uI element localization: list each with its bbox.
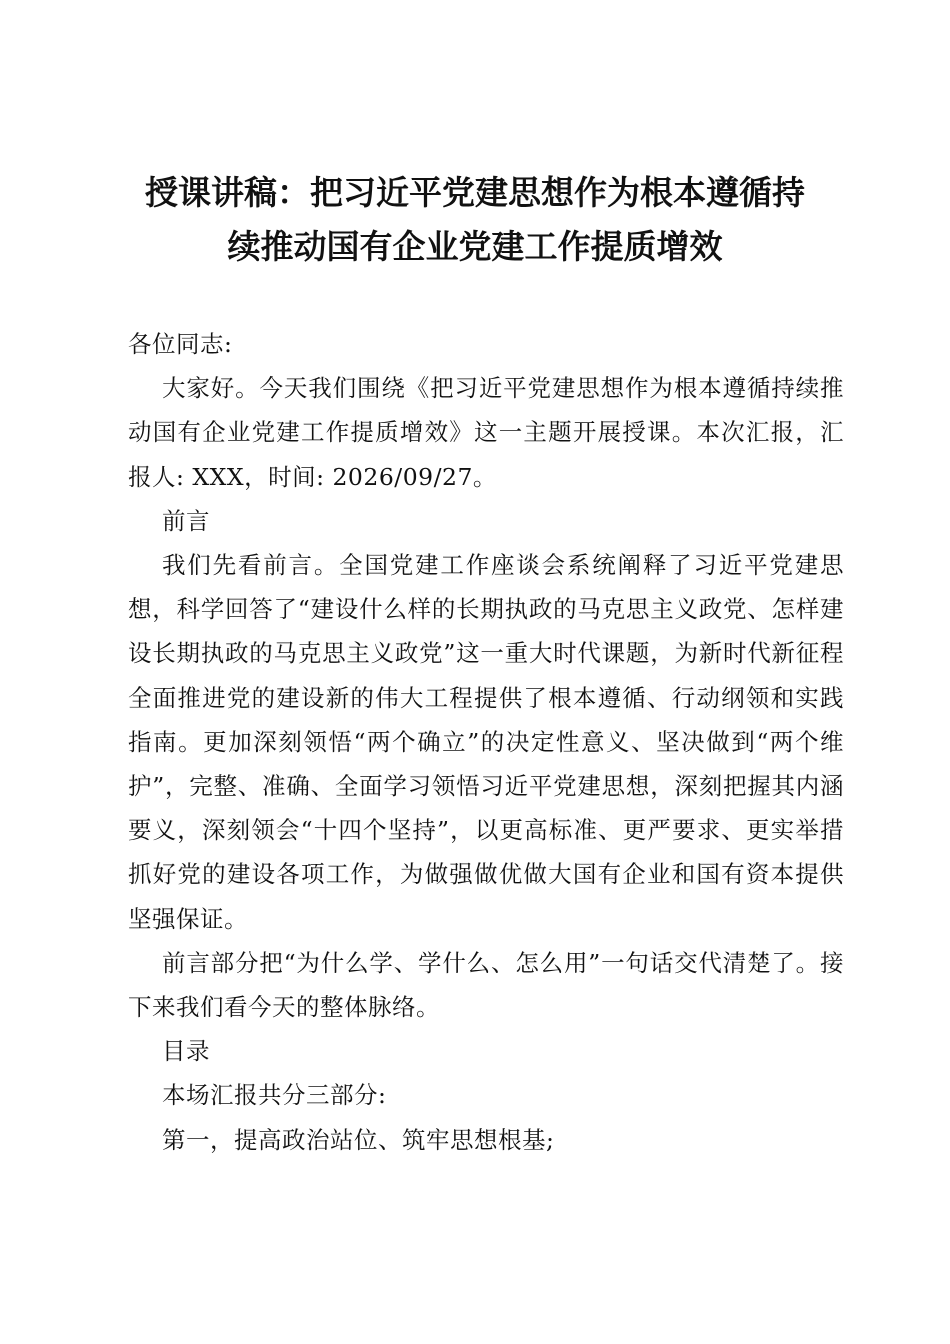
salutation: 各位同志:: [128, 330, 233, 358]
contents-item-1: 第一，提高政治站位、筑牢思想根基;: [162, 1125, 555, 1154]
heading-contents: 目录: [162, 1037, 210, 1066]
title-line-1: 授课讲稿：把习近平党建思想作为根本遵循持: [145, 173, 805, 212]
document-body: [128, 322, 844, 1162]
title-line-2: 续推动国有企业党建工作提质增效: [227, 227, 723, 266]
paragraph-contents-intro: 本场汇报共分三部分:: [162, 1081, 387, 1110]
heading-preface: 前言: [162, 506, 210, 535]
document-title: [110, 166, 840, 274]
paragraph-preface: 我们先看前言。全国党建工作座谈会系统阐释了习近平党建思想，科学回答了“建设什么样的长期执政的马克思主义政党、怎样建设长期执政的马克思主义政党”这一重大时代课题，为新时代新征程全面推进党的建设新的伟大工程提供了根本遵循、行动纲领和实践指南。更加深刻领悟“两个确立”的决定性意义、坚决做到“两个维护”，完整、准确、全面学习领悟习近平党建思想，深刻把握其内涵要义，深刻领会“十四个坚持”，以更高标准、更严要求、更实举措抓好党的建设各项工作，为做强做优做大国有企业和国有资本提供坚强保证。: [128, 551, 844, 933]
paragraph-opening: 大家好。今天我们围绕《把习近平党建思想作为根本遵循持续推动国有企业党建工作提质增效》这一主题开展授课。本次汇报，汇报人: XXX，时间: 2026/09/27。: [128, 374, 844, 491]
paragraph-preface-summary: 前言部分把“为什么学、学什么、怎么用”一句话交代清楚了。接下来我们看今天的整体脉络。: [128, 948, 844, 1022]
